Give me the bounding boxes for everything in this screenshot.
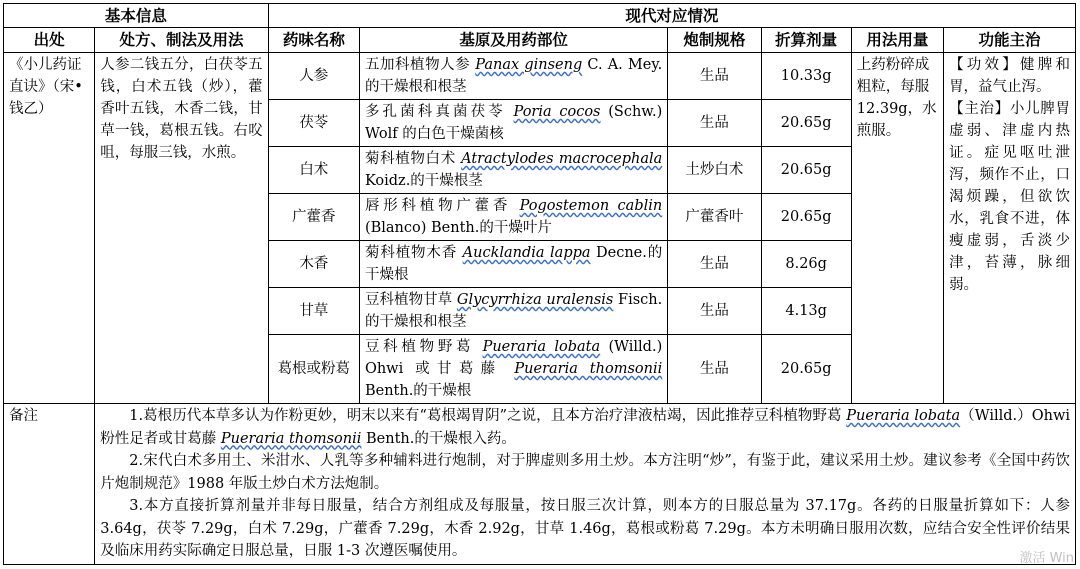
function-cell: 【功效】健脾和胃，益气止泻。 【主治】小儿脾胃虚弱、津虚内热证。症见呕吐泄泻，频作不止，口渴烦躁，但欲饮水，乳食不进，体瘦虚弱，舌淡少津，苔薄，脉细弱。 <box>944 53 1076 404</box>
herb-origin: 豆科植物甘草 Glycyrrhiza uralensis Fisch.的干燥根和根茎 <box>359 288 667 335</box>
note-3: 3.本方直接折算剂量并非每日服量，结合方剂组成及每服量，按日服三次计算，则本方的日服总量为 37.17g。各药的日服量折算如下：人参 3.64g，茯苓 7.29g，白术 7.29g，广藿香 7.29g，木香 2.92g，甘草 1.46g，葛根或粉葛 7.29g。本方未明确日服用次数，应结合安全性评价结果及临床用药实际确定日服总量，日服 1-3 次遵医嘱使用。 <box>100 498 1070 559</box>
herb-origin: 菊科植物白术 Atractylodes macrocephala Koidz.的干燥根茎 <box>359 147 667 194</box>
herb-origin: 多孔菌科真菌茯苓 Poria cocos (Schw.) Wolf 的白色干燥菌核 <box>359 100 667 147</box>
table-row <box>4 53 1076 100</box>
herb-name: 甘草 <box>268 288 359 335</box>
header-row-groups <box>4 4 1076 28</box>
activation-watermark: 激活 Win <box>1019 551 1074 566</box>
herb-dose: 20.65g <box>761 147 851 194</box>
herb-origin: 豆科植物野葛 Pueraria lobata (Willd.) Ohwi 或甘葛藤 Pueraria thomsonii Benth.的干燥根 <box>359 335 667 404</box>
header-recipe: 处方、制法及用法 <box>95 28 268 53</box>
header-row-columns <box>4 28 1076 53</box>
header-usage: 用法用量 <box>851 28 943 53</box>
header-spec: 炮制规格 <box>668 28 761 53</box>
header-function: 功能主治 <box>944 28 1076 53</box>
herb-name: 广藿香 <box>268 194 359 241</box>
note-1: 1.葛根历代本草多认为作粉更妙，明末以来有“葛根竭胃阴”之说，且本方治疗津液枯竭，因此推荐豆科植物野葛 Pueraria lobata（Willd.）Ohwi 粉性足者或甘葛藤 Pueraria thomsonii Benth.的干燥根入药。 <box>100 408 1071 447</box>
recipe-cell: 人参二钱五分，白茯苓五钱，白术五钱（炒），藿香叶五钱，木香二钱，甘草一钱，葛根五钱。右㕮咀，每服三钱，水煎。 <box>95 53 268 404</box>
herb-dose: 20.65g <box>761 100 851 147</box>
herb-spec: 生品 <box>668 241 761 288</box>
herb-origin: 菊科植物木香 Aucklandia lappa Decne.的干燥根 <box>359 241 667 288</box>
herb-spec: 广藿香叶 <box>668 194 761 241</box>
herb-dose: 20.65g <box>761 335 851 404</box>
herb-name: 人参 <box>268 53 359 100</box>
header-origin: 基原及用药部位 <box>359 28 667 53</box>
herb-name: 葛根或粉葛 <box>268 335 359 404</box>
source-cell: 《小儿药证直诀》（宋•钱乙） <box>4 53 95 404</box>
notes-row <box>4 404 1076 565</box>
herb-dose: 20.65g <box>761 194 851 241</box>
header-dose: 折算剂量 <box>761 28 851 53</box>
herb-spec: 生品 <box>668 335 761 404</box>
note-2: 2.宋代白术多用土、米泔水、人乳等多种辅料进行炮制，对于脾虚则多用土炒。本方注明“炒”，有鉴于此，建议采用土炒。建议参考《全国中药饮片炮制规范》1988 年版土炒白术方法炮制。 <box>100 453 1070 492</box>
herb-dose: 10.33g <box>761 53 851 100</box>
herb-spec: 生品 <box>668 288 761 335</box>
herbal-formula-table <box>3 3 1076 565</box>
herb-dose: 8.26g <box>761 241 851 288</box>
header-herb-name: 药味名称 <box>268 28 359 53</box>
herb-origin: 五加科植物人参 Panax ginseng C. A. Mey.的干燥根和根茎 <box>359 53 667 100</box>
header-modern-correspondence: 现代对应情况 <box>268 4 1075 28</box>
herb-dose: 4.13g <box>761 288 851 335</box>
herb-spec: 生品 <box>668 100 761 147</box>
header-basic-info: 基本信息 <box>4 4 269 28</box>
herb-name: 茯苓 <box>268 100 359 147</box>
herb-spec: 土炒白术 <box>668 147 761 194</box>
herb-origin: 唇形科植物广藿香 Pogostemon cablin (Blanco) Benth.的干燥叶片 <box>359 194 667 241</box>
notes-label: 备注 <box>4 404 95 565</box>
usage-cell: 上药粉碎成粗粒，每服 12.39g，水煎服。 <box>851 53 943 404</box>
herb-name: 木香 <box>268 241 359 288</box>
herb-spec: 生品 <box>668 53 761 100</box>
header-source: 出处 <box>4 28 95 53</box>
notes-content <box>95 404 1076 565</box>
herb-name: 白术 <box>268 147 359 194</box>
